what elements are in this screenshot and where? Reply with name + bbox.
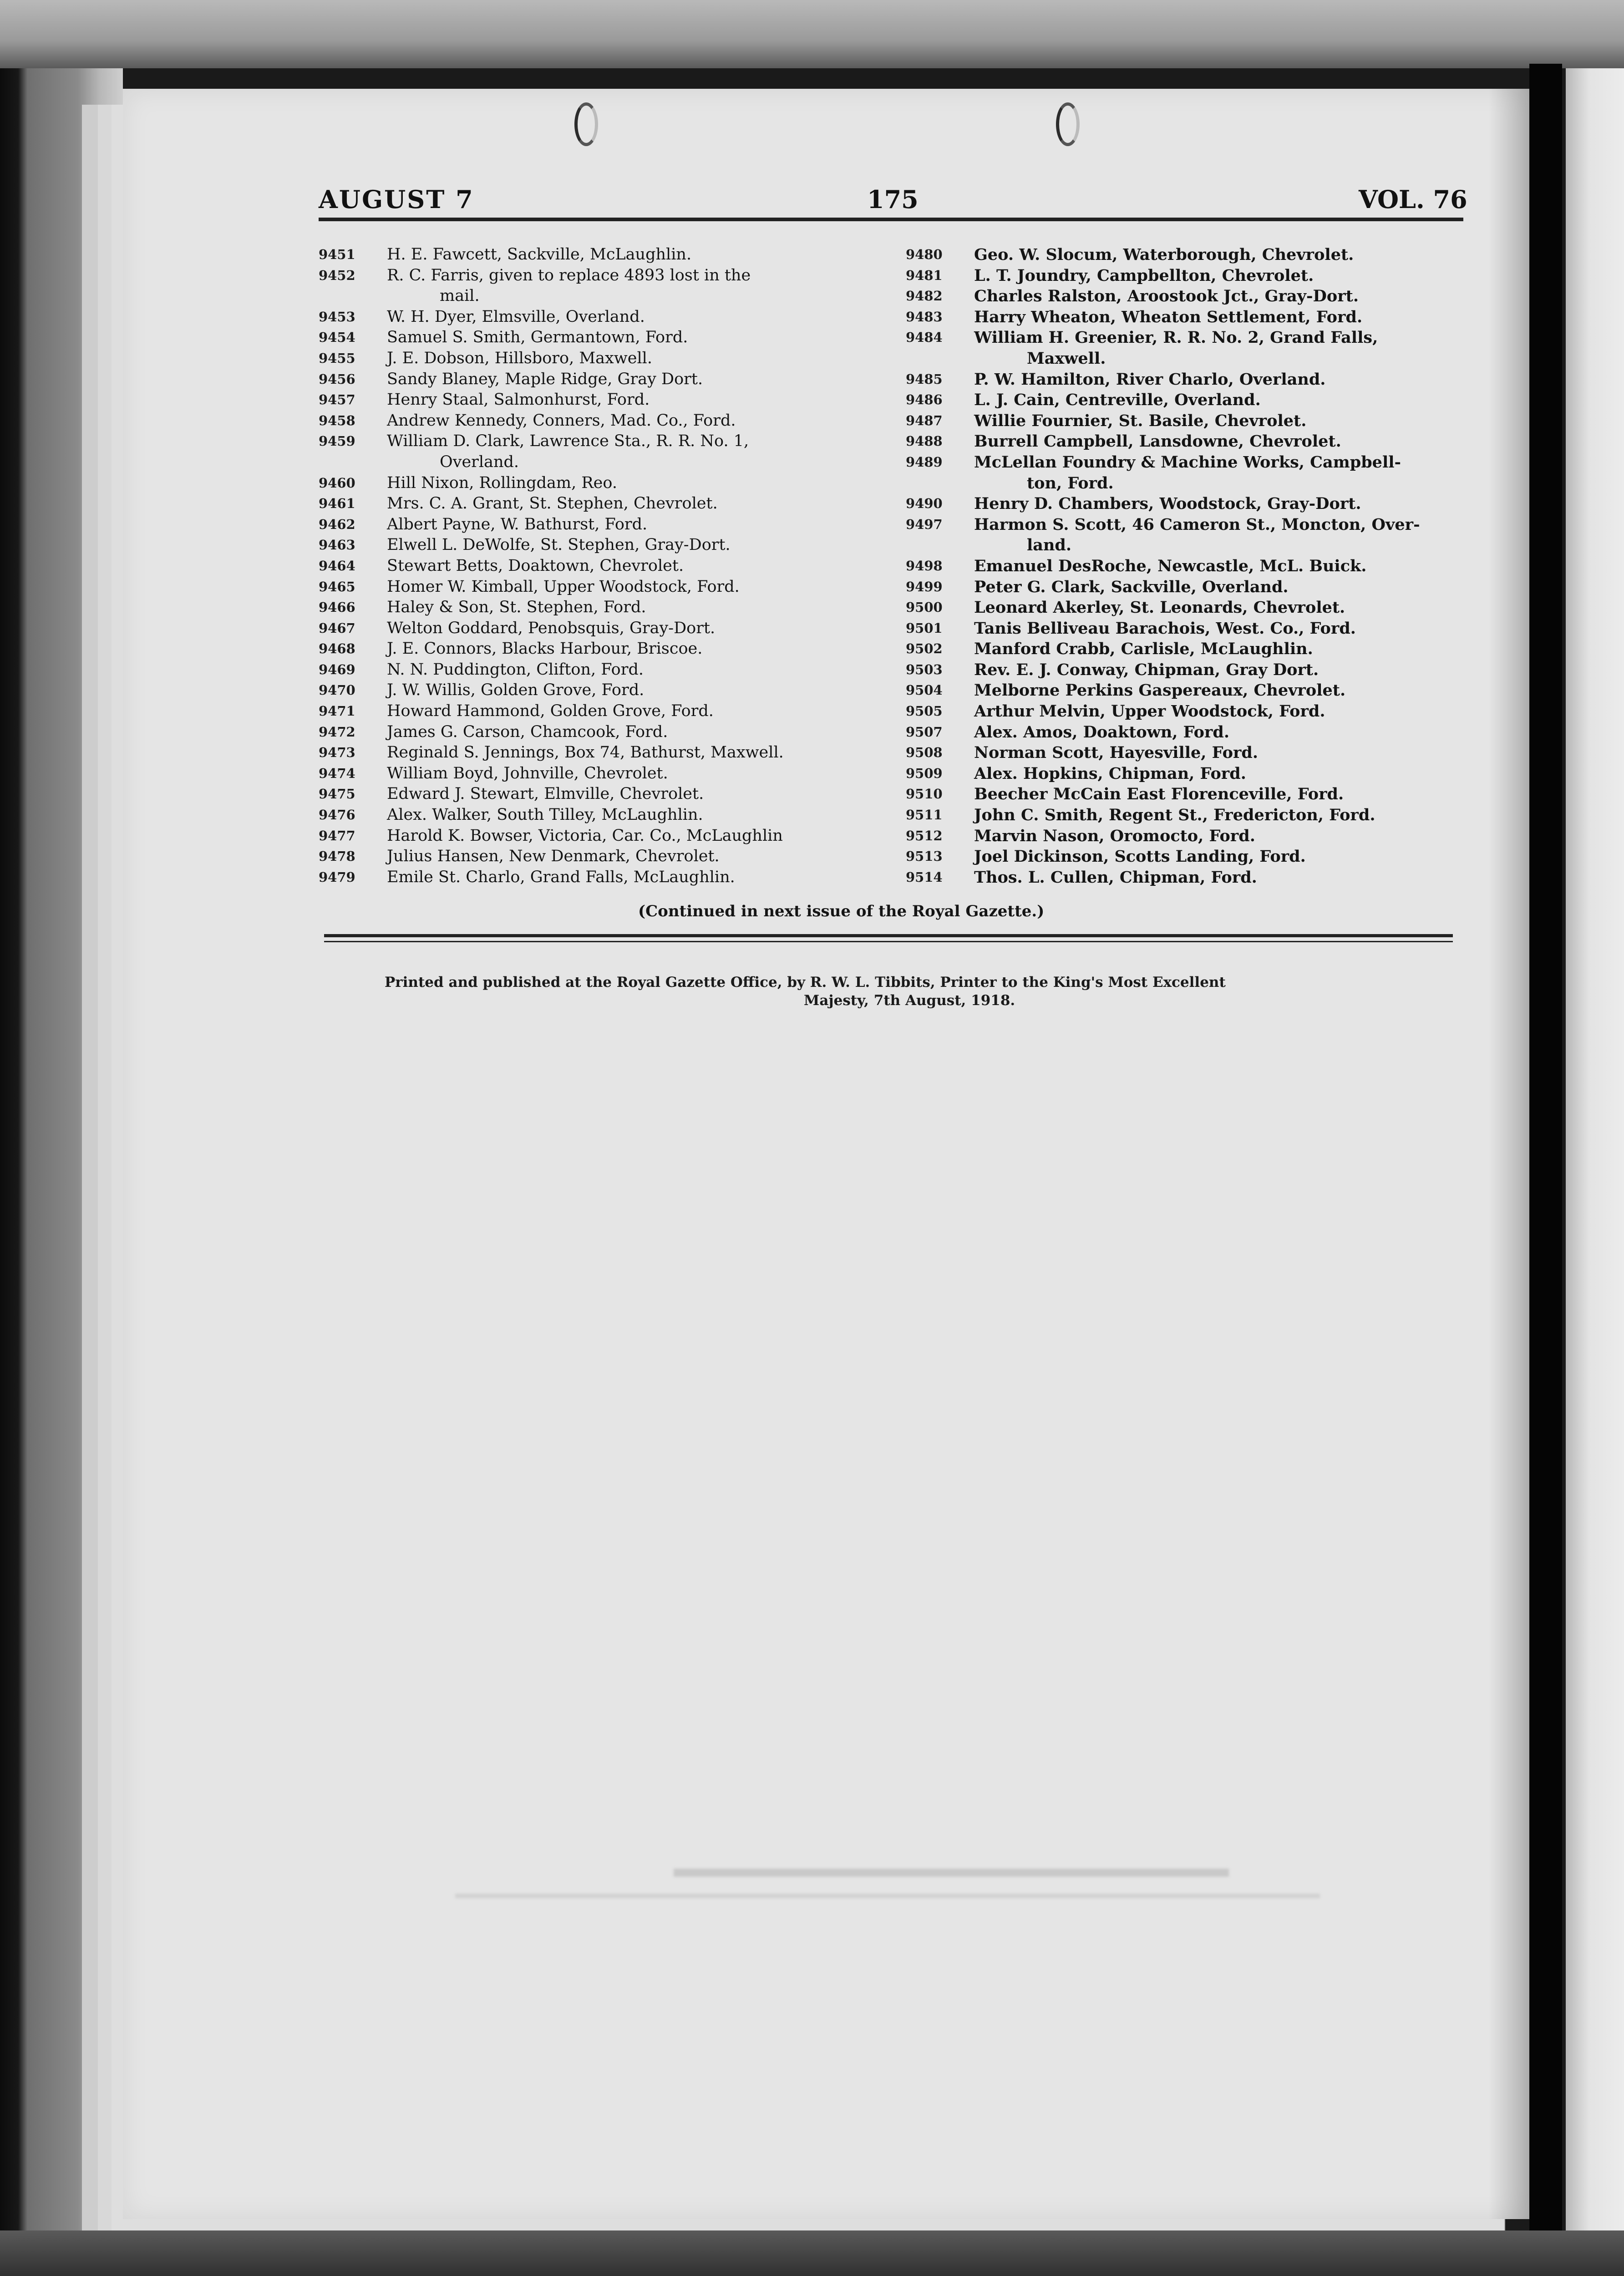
registrant-details: Henry Staal, Salmonhurst, Ford. <box>387 391 650 409</box>
registration-entry <box>319 722 899 743</box>
registrant-details: Burrell Campbell, Lansdowne, Chevrolet. <box>974 432 1341 451</box>
registrant-details: J. W. Willis, Golden Grove, Ford. <box>387 681 645 700</box>
registration-entry <box>319 473 899 494</box>
registration-number: 9483 <box>906 309 943 325</box>
binding-hole <box>574 102 598 146</box>
registration-number: 9501 <box>906 620 943 636</box>
registration-entry <box>906 265 1475 286</box>
registration-entry <box>906 286 1475 307</box>
registration-entry-continuation <box>319 286 899 307</box>
registration-entry <box>906 701 1475 722</box>
binding-hole <box>1056 102 1080 146</box>
closing-rule-thin <box>324 941 1453 942</box>
registration-number: 9488 <box>906 433 943 449</box>
registration-entry <box>319 535 899 556</box>
registration-number: 9461 <box>319 496 355 512</box>
registrant-details: Samuel S. Smith, Germantown, Ford. <box>387 328 688 347</box>
registration-entry <box>906 493 1475 514</box>
registrant-details: William H. Greenier, R. R. No. 2, Grand Falls, <box>974 328 1378 347</box>
registrant-details: Alex. Hopkins, Chipman, Ford. <box>974 764 1246 783</box>
registration-number <box>319 452 387 473</box>
registration-entry <box>319 846 899 867</box>
registrant-details: ton, Ford. <box>1027 473 1114 493</box>
registration-entry <box>906 763 1475 784</box>
registration-entry <box>906 867 1475 888</box>
registration-number: 9451 <box>319 247 355 262</box>
registration-entry <box>906 411 1475 432</box>
registration-number: 9512 <box>906 828 943 843</box>
book-gutter <box>1529 64 1562 2276</box>
registration-number: 9459 <box>319 433 355 449</box>
registration-number: 9454 <box>319 330 355 345</box>
registration-number: 9490 <box>906 496 943 512</box>
registrant-details: Albert Payne, W. Bathurst, Ford. <box>387 515 648 533</box>
registration-number: 9468 <box>319 641 355 657</box>
registrant-details: W. H. Dyer, Elmsville, Overland. <box>387 307 645 326</box>
registration-column-left <box>319 244 899 888</box>
registration-entry <box>319 514 899 535</box>
registration-number: 9452 <box>319 267 355 283</box>
registrant-details: Willie Fournier, St. Basile, Chevrolet. <box>974 411 1307 430</box>
registrant-details: J. E. Dobson, Hillsboro, Maxwell. <box>387 349 652 367</box>
registration-entry <box>906 639 1475 660</box>
registration-number: 9472 <box>319 724 355 740</box>
registration-number: 9474 <box>319 765 355 781</box>
registrant-details: Mrs. C. A. Grant, St. Stephen, Chevrolet. <box>387 494 718 513</box>
registrant-details: L. J. Cain, Centreville, Overland. <box>974 391 1261 410</box>
registrant-details: Julius Hansen, New Denmark, Chevrolet. <box>387 847 720 866</box>
registration-entry <box>319 556 899 577</box>
continued-note: (Continued in next issue of the Royal Gazette.) <box>638 902 1045 920</box>
registration-entry <box>319 597 899 618</box>
registration-entry <box>319 348 899 369</box>
registration-entry <box>319 431 899 452</box>
registration-number: 9499 <box>906 579 943 594</box>
registration-entry-continuation <box>319 452 899 473</box>
registration-number: 9478 <box>319 848 355 864</box>
registrant-details: Sandy Blaney, Maple Ridge, Gray Dort. <box>387 370 703 388</box>
registrant-details: Emile St. Charlo, Grand Falls, McLaughlin. <box>387 868 735 886</box>
registration-number: 9458 <box>319 412 355 428</box>
registration-entry <box>319 327 899 348</box>
registrant-details: McLellan Foundry & Machine Works, Campbell- <box>974 452 1401 472</box>
registration-entry <box>319 805 899 826</box>
registration-number: 9485 <box>906 371 943 387</box>
registration-number: 9504 <box>906 682 943 698</box>
registrant-details: Charles Ralston, Aroostook Jct., Gray-Dort. <box>974 287 1359 306</box>
registration-number: 9511 <box>906 807 943 823</box>
registration-entry <box>906 680 1475 701</box>
registrant-details: Norman Scott, Hayesville, Ford. <box>974 743 1259 762</box>
registrant-details: Harry Wheaton, Wheaton Settlement, Ford. <box>974 307 1363 326</box>
registrant-details: Haley & Son, St. Stephen, Ford. <box>387 598 646 617</box>
registration-entry <box>319 826 899 847</box>
registration-entry <box>906 618 1475 639</box>
registrant-details: Tanis Belliveau Barachois, West. Co., Ford. <box>974 619 1356 638</box>
header-rule <box>319 218 1463 221</box>
volume-label: VOL. 76 <box>1359 185 1467 214</box>
registrant-details: Beecher McCain East Florenceville, Ford. <box>974 785 1344 804</box>
registration-number: 9475 <box>319 786 355 802</box>
registrant-details: N. N. Puddington, Clifton, Ford. <box>387 660 644 679</box>
page-number: 175 <box>867 185 919 214</box>
registrant-details: L. T. Joundry, Campbellton, Chevrolet. <box>974 266 1314 285</box>
registrant-details: Elwell L. DeWolfe, St. Stephen, Gray-Dort. <box>387 536 731 554</box>
registration-number: 9473 <box>319 745 355 761</box>
registration-number: 9477 <box>319 828 355 843</box>
registration-entry-continuation <box>906 535 1475 556</box>
registration-entry <box>319 411 899 432</box>
registrant-details: William D. Clark, Lawrence Sta., R. R. No. 1, <box>387 432 749 451</box>
registrant-details: Manford Crabb, Carlisle, McLaughlin. <box>974 640 1313 659</box>
registrant-details: Thos. L. Cullen, Chipman, Ford. <box>974 868 1257 887</box>
registration-number: 9509 <box>906 765 943 781</box>
registrant-details: Harold K. Bowser, Victoria, Car. Co., McLaughlin <box>387 826 783 845</box>
registrant-details: Edward J. Stewart, Elmville, Chevrolet. <box>387 785 704 803</box>
scan-background-bottom <box>0 2230 1624 2276</box>
registration-number: 9453 <box>319 309 355 325</box>
registration-number: 9489 <box>906 454 943 470</box>
registrant-details: Andrew Kennedy, Conners, Mad. Co., Ford. <box>387 411 736 430</box>
registration-number: 9500 <box>906 599 943 615</box>
registration-entry <box>906 307 1475 328</box>
registration-number <box>319 286 387 307</box>
registration-number: 9484 <box>906 330 943 345</box>
registration-number: 9498 <box>906 558 943 574</box>
registrant-details: Marvin Nason, Oromocto, Ford. <box>974 826 1255 845</box>
registration-entry <box>906 577 1475 598</box>
registrant-details: Reginald S. Jennings, Box 74, Bathurst, Maxwell. <box>387 743 784 762</box>
registrant-details: James G. Carson, Chamcook, Ford. <box>387 722 668 741</box>
registration-entry <box>906 597 1475 618</box>
registrant-details: Alex. Walker, South Tilley, McLaughlin. <box>387 806 703 824</box>
imprint-line-1: Printed and published at the Royal Gazette Office, by R. W. L. Tibbits, Printer to the King's Most Excellent <box>385 974 1226 991</box>
registrant-details: Overland. <box>440 452 519 471</box>
registration-number: 9482 <box>906 288 943 304</box>
registrant-details: Leonard Akerley, St. Leonards, Chevrolet. <box>974 598 1345 617</box>
registration-entry <box>319 577 899 598</box>
registration-entry <box>319 639 899 660</box>
registration-entry <box>906 514 1475 535</box>
registrant-details: Maxwell. <box>1027 349 1106 368</box>
registration-entry <box>906 784 1475 805</box>
registration-entry <box>319 680 899 701</box>
registration-number: 9514 <box>906 869 943 885</box>
registration-entry <box>906 431 1475 452</box>
page-date: AUGUST 7 <box>319 185 474 214</box>
registrant-details: land. <box>1027 536 1072 555</box>
registrant-details: H. E. Fawcett, Sackville, McLaughlin. <box>387 245 692 264</box>
registration-number: 9502 <box>906 641 943 657</box>
imprint-line-2: Majesty, 7th August, 1918. <box>804 992 1015 1009</box>
bleed-through-shadow <box>455 1894 1320 1898</box>
registration-number: 9480 <box>906 247 943 262</box>
registration-entry <box>906 826 1475 847</box>
closing-rule <box>324 934 1453 937</box>
registration-number: 9497 <box>906 516 943 532</box>
registration-entry <box>319 660 899 681</box>
registration-entry <box>319 763 899 784</box>
registration-entry <box>906 742 1475 763</box>
registration-number: 9469 <box>319 661 355 677</box>
registration-number: 9507 <box>906 724 943 740</box>
registration-entry <box>319 244 899 265</box>
registration-entry <box>319 701 899 722</box>
registrant-details: Geo. W. Slocum, Waterborough, Chevrolet. <box>974 245 1354 264</box>
registration-entry <box>906 846 1475 867</box>
registration-entry <box>906 805 1475 826</box>
registration-number <box>906 535 974 556</box>
registration-entry <box>319 867 899 888</box>
registrant-details: Welton Goddard, Penobsquis, Gray-Dort. <box>387 619 716 637</box>
registrant-details: John C. Smith, Regent St., Fredericton, Ford. <box>974 806 1375 825</box>
registrant-details: William Boyd, Johnville, Chevrolet. <box>387 764 668 782</box>
registration-number: 9510 <box>906 786 943 802</box>
registrant-details: Arthur Melvin, Upper Woodstock, Ford. <box>974 702 1325 721</box>
registrant-details: Emanuel DesRoche, Newcastle, McL. Buick. <box>974 556 1367 575</box>
registration-entry <box>906 556 1475 577</box>
registration-entry <box>319 493 899 514</box>
registration-number: 9470 <box>319 682 355 698</box>
registration-column-right <box>906 244 1475 888</box>
registrant-details: Hill Nixon, Rollingdam, Reo. <box>387 473 617 492</box>
facing-page-edge <box>1566 68 1624 2235</box>
registrant-details: R. C. Farris, given to replace 4893 lost in the <box>387 266 751 284</box>
registrant-details: P. W. Hamilton, River Charlo, Overland. <box>974 370 1326 389</box>
registrant-details: Rev. E. J. Conway, Chipman, Gray Dort. <box>974 660 1319 679</box>
registration-number: 9508 <box>906 745 943 761</box>
registration-entry <box>906 369 1475 390</box>
registration-number <box>906 348 974 369</box>
registration-number: 9503 <box>906 661 943 677</box>
registration-number: 9487 <box>906 412 943 428</box>
bleed-through-shadow <box>674 1869 1229 1877</box>
registration-entry <box>319 390 899 411</box>
registrant-details: Alex. Amos, Doaktown, Ford. <box>974 722 1230 742</box>
registration-entry <box>319 618 899 639</box>
registration-number: 9476 <box>319 807 355 823</box>
registration-number: 9466 <box>319 599 355 615</box>
registration-entry <box>906 390 1475 411</box>
registration-entry <box>906 452 1475 473</box>
registrant-details: Stewart Betts, Doaktown, Chevrolet. <box>387 556 684 575</box>
registrant-details: Joel Dickinson, Scotts Landing, Ford. <box>974 847 1306 866</box>
registration-entry <box>906 660 1475 681</box>
registration-entry-continuation <box>906 473 1475 494</box>
registration-entry-continuation <box>906 348 1475 369</box>
registration-entry <box>319 307 899 328</box>
registration-number: 9464 <box>319 558 355 574</box>
registration-number <box>906 473 974 494</box>
registration-number: 9462 <box>319 516 355 532</box>
registration-number: 9456 <box>319 371 355 387</box>
registration-number: 9460 <box>319 475 355 491</box>
registrant-details: Howard Hammond, Golden Grove, Ford. <box>387 702 714 721</box>
registrant-details: Melborne Perkins Gaspereaux, Chevrolet. <box>974 681 1346 700</box>
registration-number: 9457 <box>319 392 355 408</box>
registrant-details: J. E. Connors, Blacks Harbour, Briscoe. <box>387 640 703 658</box>
scan-background-top <box>0 0 1624 68</box>
registration-entry <box>319 265 899 286</box>
registration-number: 9486 <box>906 392 943 408</box>
registration-number: 9513 <box>906 848 943 864</box>
registration-number: 9481 <box>906 267 943 283</box>
registration-number: 9455 <box>319 350 355 366</box>
registration-entry <box>906 327 1475 348</box>
registration-number: 9465 <box>319 579 355 594</box>
registration-entry <box>319 784 899 805</box>
registration-number: 9463 <box>319 537 355 553</box>
registrant-details: Homer W. Kimball, Upper Woodstock, Ford. <box>387 577 740 596</box>
registration-number: 9479 <box>319 869 355 885</box>
registration-entry <box>906 244 1475 265</box>
registrant-details: Harmon S. Scott, 46 Cameron St., Moncton, Over- <box>974 515 1420 534</box>
registration-entry <box>906 722 1475 743</box>
registrant-details: mail. <box>440 287 480 305</box>
registration-number: 9505 <box>906 703 943 719</box>
registration-entry <box>319 369 899 390</box>
registration-number: 9471 <box>319 703 355 719</box>
registration-number: 9467 <box>319 620 355 636</box>
registrant-details: Henry D. Chambers, Woodstock, Gray-Dort. <box>974 494 1361 513</box>
registrant-details: Peter G. Clark, Sackville, Overland. <box>974 577 1289 596</box>
registration-entry <box>319 742 899 763</box>
